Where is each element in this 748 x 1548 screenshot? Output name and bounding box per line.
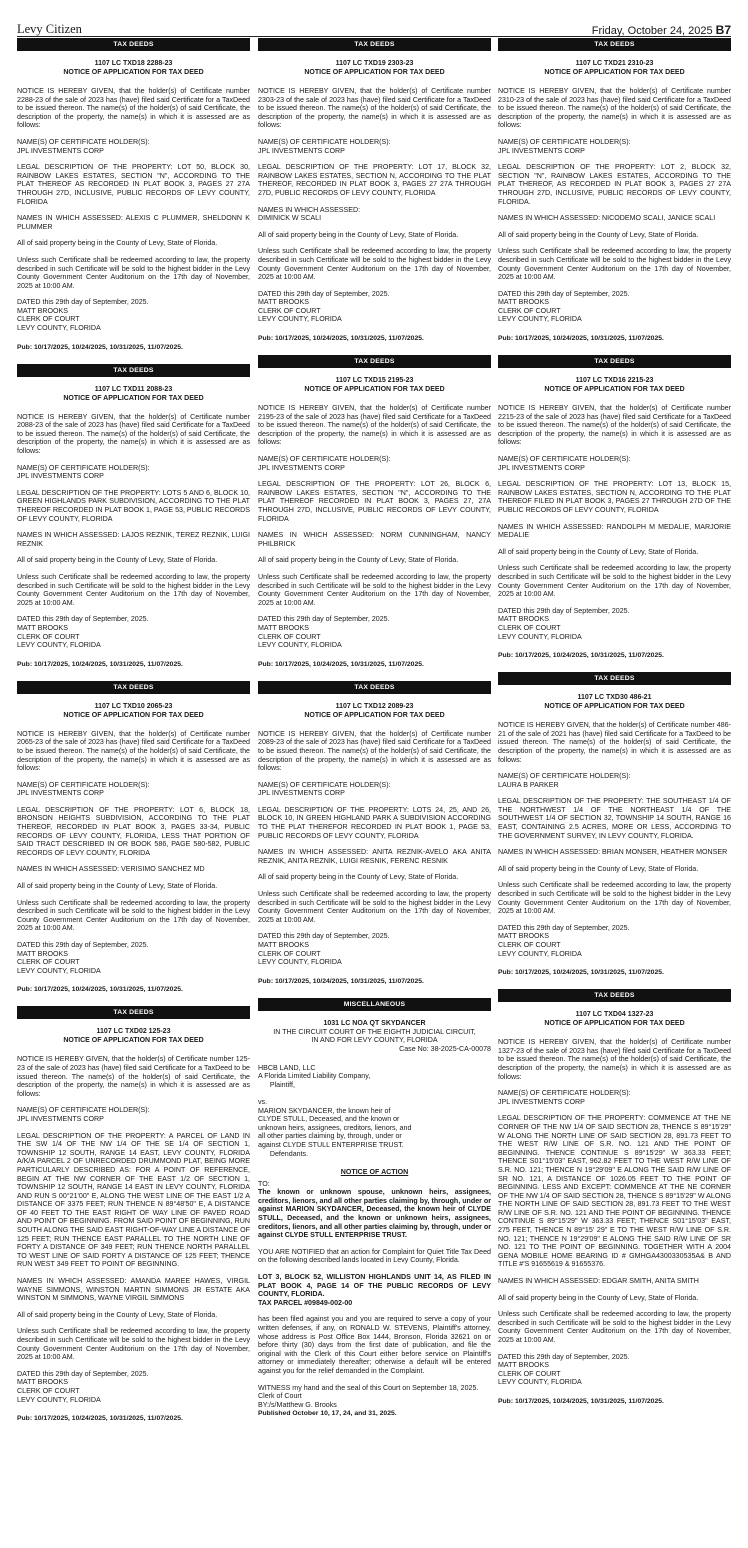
notice-paragraph: NAME(S) OF CERTIFICATE HOLDER(S): LAURA B PARKER (498, 772, 631, 789)
notice-paragraph: Unless such Certificate shall be redeemed according to law, the property described in such Certificate will be sold to the highest bidder in the Levy County Government Center Auditorium on the 17th day of November, 2025 at 10:00 AM. (258, 572, 491, 607)
case-number: 1107 LC TXD18 2288-23 (94, 60, 173, 67)
legal-notice (17, 364, 250, 669)
legal-notice (258, 681, 491, 986)
notice-paragraph: NAMES IN WHICH ASSESSED: AMANDA MAREE HAWES, VIRGIL WAYNE SIMMONS, WINSTON MARTIN SIMMONS JR ESTATE AKA WINSTON M SIMMONS, WAYNE VIRGIL SIMMONS (17, 1277, 250, 1303)
notice-paragraph: Unless such Certificate shall be redeemed according to law, the property described in such Certificate will be sold to the highest bidder in the Levy County Government Center Auditorium on the 17th day of November, 2025 at 10:00 AM. (17, 255, 250, 290)
signature-block: DATED this 29th day of September, 2025. MATT BROOKS CLERK OF COURT LEVY COUNTY, FLORIDA (258, 932, 390, 967)
notice-paragraph: Unless such Certificate shall be redeemed according to law, the property described in such Certificate will be sold to the highest bidder in the Levy County Government Center Auditorium on the 17th day of November, 2025 at 10:00 AM. (498, 1310, 731, 1344)
notice-title: NOTICE OF APPLICATION FOR TAX DEED (63, 1037, 204, 1045)
notice-paragraph: All of said property being in the County of Levy, State of Florida. (498, 1293, 699, 1302)
publication-dates: Published October 10, 17, 24, and 31, 2025. (258, 1410, 397, 1418)
column-2 (258, 38, 491, 1430)
notice-paragraph: Unless such Certificate shall be redeemed according to law, the property described in such Certificate will be sold to the highest bidder in the Levy County Government Center Auditorium on the 17th day of November, 2025 at 10:00 AM. (498, 247, 731, 282)
section-banner: TAX DEEDS (498, 38, 731, 51)
publication-dates: Pub: 10/17/2025, 10/24/2025, 10/31/2025, 11/07/2025. (498, 1397, 664, 1405)
signature-block: DATED this 29th day of September, 2025. MATT BROOKS CLERK OF COURT LEVY COUNTY, FLORIDA (498, 1352, 630, 1387)
notice-heading: NOTICE OF ACTION (340, 1168, 409, 1177)
section-banner: TAX DEEDS (17, 1006, 250, 1019)
case-number: 1107 LC TXD12 2089-23 (335, 702, 414, 710)
signature-block: DATED this 29th day of September, 2025. MATT BROOKS CLERK OF COURT LEVY COUNTY, FLORIDA (258, 289, 390, 324)
column-3 (498, 38, 731, 1418)
section-banner: TAX DEEDS (258, 38, 491, 51)
section-banner: TAX DEEDS (258, 681, 491, 694)
notice-paragraph: All of said property being in the County of Levy, State of Florida. (17, 1310, 218, 1319)
filing-paragraph: has been filed against you and you are required to serve a copy of your written defenses, if any, on RONALD W. STEVENS, Plaintiff's attorney, whose address is Post Office Box 1444, Bronson, Florida 32621 on or before thirty (30) days from the first date of publication, and file the original with the Clerk of this Court either before service on Plaintiff's attorney or immediately thereafter; otherwise a default will be entered against you for the relief demanded in the Complaint. (258, 1315, 491, 1375)
newspaper-name: Levy Citizen (17, 22, 82, 36)
notice-paragraph: LEGAL DESCRIPTION OF THE PROPERTY: COMMENCE AT THE NE CORNER OF THE NW 1/4 OF SAID SECTION 28, THENCE S 89°15'29" W ALONG THE NORTH LINE OF SAID SECTION 28, 891.73 FEET TO THE WEST R/W LINE OF S.R. NO. 121 AND THE POINT OF BEGINNING. THENCE CONTINUE S 89°15'29" W 363.33 FEET; THENCE S01°15'03" EAST, 962.82 FEET TO THE WEST R/W LINE OF S.R. NO. 121; THENCE N 19°29'09" E ALONG THE SAID R/W LINE OF SR NO. 121, A DISTANCE OF 1026.05 FEET TO THE POINT OF BEGINNING. LESS AND EXCEPT: COMMENCE AT THE NE CORNER OF THE NW 1/4 OF SAID SECTION 28, THENCE S 89°15'29" W ALONG THE NORTH LINE OF SAID SECTION 28, 891.73 FEET TO THE WEST R/W LINE OF S.R. NO. 121 AND THE POINT OF BEGINNING. THENCE CONTINUE S 89°15'29" W 363.33 FEET; THENCE S01°15'03" EAST, 275 FEET, THENCE N 89°15' 29" E TO THE WEST R/W LINE OF S.R. NO. 121; THENCE N 19°29'09" E ALONG THE SAID R/W LINE OF SR NO. 121 TO THE POINT OF BEGINNING. TOGETHER WITH A 2004 GENA MOBILE HOME BEARING ID # GMHGA4300330535A& B AND TITLE #'S 91655619 & 91655376. (498, 1114, 731, 1269)
notice-paragraph: Unless such Certificate shall be redeemed according to law, the property described in such Certificate will be sold to the highest bidder in the Levy County Government Center Auditorium on the 17th day of November, 2025 at 10:00 AM. (17, 1327, 250, 1362)
notice-paragraph: Unless such Certificate shall be redeemed according to law, the property described in such Certificate will be sold to the highest bidder in the Levy County Government Center Auditorium on the 17th day of November, 2025 at 10:00 AM. (498, 881, 731, 916)
notice-paragraph: NAME(S) OF CERTIFICATE HOLDER(S): JPL INVESTMENTS CORP (498, 455, 631, 472)
notice-paragraph: LEGAL DESCRIPTION OF THE PROPERTY: LOTS 24, 25, AND 26, BLOCK 10, IN GREEN HIGHLAND PARK A SUBDIVISION ACCORDING TO THE PLAT THEREFOR RECORDED IN PLAT BOOK 1, PAGE 53, PUBLIC RECORDS OF LEVY COUNTY, FLORIDA (258, 805, 491, 840)
notice-paragraph: All of said property being in the County of Levy, State of Florida. (17, 239, 218, 248)
notice-paragraph: NOTICE IS HEREBY GIVEN, that the holder(s) of Certificate number 2089-23 of the sale of 2023 has (have) filed said Certificate for a TaxDeed to be issued thereon. The name(s) of the holder(s) of said Certificate, the description of the property, the name(s) in which it is assessed are as follows: (258, 729, 491, 773)
section-banner: TAX DEEDS (498, 672, 731, 685)
section-banner: TAX DEEDS (498, 989, 731, 1002)
section-banner: MISCELLANEOUS (258, 998, 491, 1011)
case-number: 1031 LC NOA QT SKYDANCER (323, 1019, 426, 1027)
legal-notice (17, 1006, 250, 1423)
notice-paragraph: NAME(S) OF CERTIFICATE HOLDER(S): JPL INVESTMENTS CORP (17, 1106, 150, 1123)
notice-title: NOTICE OF APPLICATION FOR TAX DEED (544, 703, 685, 711)
notice-paragraph: LEGAL DESCRIPTION OF THE PROPERTY: LOT 2, BLOCK 32, SECTION "N", RAINBOW LAKES ESTATES, ACCORDING TO THE PLAT THEREOF, AS RECORDED IN PLAT BOOK 3, PAGES 27 27A THROUGH 27D, INCLUSIVE, PUBLIC RECORDS OF LEVY COUNTY, FLORIDA. (498, 163, 731, 206)
case-number: 1107 LC TXD04 1327-23 (575, 1011, 654, 1019)
notice-paragraph: NAMES IN WHICH ASSESSED: LAJOS REZNIK, TEREZ REZNIK, LUIGI REZNIK (17, 531, 250, 548)
column-1 (17, 38, 250, 1435)
notice-paragraph: NAME(S) OF CERTIFICATE HOLDER(S): JPL INVESTMENTS CORP (258, 137, 391, 155)
notice-paragraph: LEGAL DESCRIPTION OF THE PROPERTY: LOT 17, BLOCK 32, RAINBOW LAKES ESTATES, SECTION N, ACCORDING TO THE PLAT THEREOF, RECORDED IN PLAT BOOK 3, PAGES 27 27A THROUGH 27D, PUBLIC RECORDS OF LEVY COUNTY, FLORIDA (258, 163, 491, 197)
case-number: 1107 LC TXD15 2195-23 (335, 377, 414, 385)
witness-block: WITNESS my hand and the seal of this Court on September 18, 2025. Clerk of Court BY:/s/Matthew G. Brooks (258, 1383, 479, 1409)
publication-dates: Pub: 10/17/2025, 10/24/2025, 10/31/2025, 11/07/2025. (498, 969, 664, 977)
notice-paragraph: LEGAL DESCRIPTION OF THE PROPERTY: LOTS 5 AND 6, BLOCK 10, GREEN HIGHLANDS PARK SUBDIVISION, ACCORDING TO THE PLAT THEREOF RECORDED IN PLAT BOOK 1, PAGE 53, PUBLIC RECORDS OF LEVY COUNTY, FLORIDA (17, 488, 250, 523)
notice-paragraph: NOTICE IS HEREBY GIVEN, that the holder(s) of Certificate number 2195-23 of the sale of 2023 has (have) filed said Certificate for a TaxDeed to be issued thereon. The name(s) of the holder(s) of said Certificate, the description of the property, the name(s) in which it is assessed are as follows: (258, 404, 491, 447)
notice-paragraph: LEGAL DESCRIPTION OF THE PROPERTY: THE SOUTHEAST 1/4 OF THE NORTHWEST 1/4 OF THE NORTHEAST 1/4 OF THE SOUTHWEST 1/4 OF SECTION 32, TOWNSHIP 14 SOUTH, RANGE 16 EAST, CONTAINING 2.5 ACRES, MORE OR LESS, ACCORDING TO THE GOVERNMENT SURVEY, IN LEVY COUNTY, FLORIDA. (498, 797, 731, 840)
case-number: 1107 LC TXD30 486-21 (577, 694, 652, 702)
notice-paragraph: Unless such Certificate shall be redeemed according to law, the property described in such Certificate will be sold to the highest bidder in the Levy County Government Center Auditorium on the 17th day of November, 2025 at 10:00 AM. (498, 564, 731, 599)
case-line: Case No: 38-2025-CA-00078 (399, 1044, 491, 1053)
notice-paragraph: LEGAL DESCRIPTION OF THE PROPERTY: LOT 26, BLOCK 6, RAINBOW LAKES ESTATES, SECTION "N", ACCORDING TO THE PLAT THEREOF RECORDED IN PLAT BOOK 3, PAGES 27, 27A THROUGH 27D, INCLUSIVE, PUBLIC RECORDS OF LEVY COUNTY, FLORIDA (258, 480, 491, 523)
publication-dates: Pub: 10/17/2025, 10/24/2025, 10/31/2025, 11/07/2025. (258, 660, 424, 668)
section-banner: TAX DEEDS (17, 681, 250, 694)
notice-title: NOTICE OF APPLICATION FOR TAX DEED (544, 69, 685, 76)
signature-block: DATED this 29th day of September, 2025. MATT BROOKS CLERK OF COURT LEVY COUNTY, FLORIDA (498, 923, 630, 958)
publication-dates: Pub: 10/17/2025, 10/24/2025, 10/31/2025, 11/07/2025. (17, 343, 183, 351)
notice-paragraph: All of said property being in the County of Levy, State of Florida. (17, 882, 218, 891)
notice-paragraph: Unless such Certificate shall be redeemed according to law, the property described in such Certificate will be sold to the highest bidder in the Levy County Government Center Auditorium on the 17th day of November, 2025 at 10:00 AM. (258, 890, 491, 924)
notice-paragraph: NAMES IN WHICH ASSESSED: RANDOLPH M MEDALIE, MARJORIE MEDALIE (498, 522, 731, 540)
publication-dates: Pub: 10/17/2025, 10/24/2025, 10/31/2025, 11/07/2025. (498, 652, 664, 660)
case-number: 1107 LC TXD02 125-23 (96, 1028, 171, 1036)
signature-block: DATED this 29th day of September, 2025. MATT BROOKS CLERK OF COURT LEVY COUNTY, FLORIDA (17, 1369, 149, 1404)
publication-dates: Pub: 10/17/2025, 10/24/2025, 10/31/2025, 11/07/2025. (17, 660, 183, 668)
legal-notice (258, 355, 491, 669)
notice-paragraph: NAMES IN WHICH ASSESSED: ALEXIS C PLUMMER, SHELDONN K PLUMMER (17, 214, 250, 231)
legal-notice (258, 998, 491, 1419)
notice-paragraph: All of said property being in the County of Levy, State of Florida. (258, 873, 459, 882)
case-number: 1107 LC TXD21 2310-23 (575, 60, 654, 67)
notice-title: NOTICE OF APPLICATION FOR TAX DEED (304, 386, 445, 394)
notice-paragraph: NAME(S) OF CERTIFICATE HOLDER(S): JPL INVESTMENTS CORP (258, 455, 391, 472)
signature-block: DATED this 29th day of September, 2025. MATT BROOKS CLERK OF COURT LEVY COUNTY, FLORIDA (17, 298, 149, 333)
notice-paragraph: LEGAL DESCRIPTION OF THE PROPERTY: A PARCEL OF LAND IN THE SW 1/4 OF THE NW 1/4 OF THE SE 1/4 OF SECTION 1, TOWNSHIP 12 SOUTH, RANGE 14 EAST, LEVY COUNTY, FLORIDA A/K/A PARCEL 2 OF UNRECORDED DRUMMOND PLAT, BEING MORE PARTICULARLY DESCRIBED AS: FOR A POINT OF REFERENCE, BEGIN AT THE NW CORNER OF THE EAST 1/2 OF SECTION 1, TOWNSHIP 12 SOUTH, RANGE 14 EAST IN LEVY COUNTY, FLORIDA AND RUN S 00°21'00" E, ALONG THE WEST LINE OF THE EAST 1/2 A DISTANCE OF 3375 FEET; RUN THENCE N 89°48'50" E, A DISTANCE OF 40 FEET TO THE EAST RIGHT OF WAY LINE OF PAVED ROAD AND POINT OF BEGINNING. FROM SAID POINT OF BEGINNING, RUN SOUTH ALONG THE SAID EAST RIGHT-OF-WAY LINE A DISTANCE OF 125 FEET; RUN THENCE EAST PARALLEL TO THE NORTH LINE OF FORTY A DISTANCE OF 349 FEET; RUN THENCE NORTH PARALLEL TO WEST LINE OF SAID FORTY A DISTANCE OF 125 FEET; THENCE RUN WEST 349 FEET TO POINT OF BEGINNING. (17, 1131, 250, 1269)
notice-paragraph: NOTICE IS HEREBY GIVEN, that the holder(s) of Certificate number 2088-23 of the sale of 2023 has (have) filed said Certificate for a TaxDeed to be issued thereon. The name(s) of the holder(s) of said Certificate, the description of the property, the name(s) in which it is assessed are as follows: (17, 412, 250, 456)
notice-paragraph: NAME(S) OF CERTIFICATE HOLDER(S): JPL INVESTMENTS CORP (17, 780, 150, 798)
notice-paragraph: NAMES IN WHICH ASSESSED: VERISIMO SANCHEZ MD (17, 865, 205, 874)
notice-paragraph: NAME(S) OF CERTIFICATE HOLDER(S): JPL INVESTMENTS CORP (498, 1089, 631, 1106)
notice-paragraph: NOTICE IS HEREBY GIVEN, that the holder(s) of Certificate number 2310-23 of the sale of 2023 has (have) filed said Certificate for a TaxDeed to be issued thereon. The name(s) of the holder(s) of said Certificate, the description of the property, the name(s) in which it is assessed are as follows: (498, 87, 731, 130)
notice-paragraph: All of said property being in the County of Levy, State of Florida. (258, 556, 459, 565)
notice-paragraph: Unless such Certificate shall be redeemed according to law, the property described in such Certificate will be sold to the highest bidder in the Levy County Government Center Auditorium on the 17th day of November, 2025 at 10:00 AM. (258, 247, 491, 282)
notice-paragraph: NAME(S) OF CERTIFICATE HOLDER(S): JPL INVESTMENTS CORP (17, 463, 150, 481)
notice-paragraph: All of said property being in the County of Levy, State of Florida. (258, 230, 459, 239)
notice-paragraph: All of said property being in the County of Levy, State of Florida. (17, 556, 218, 565)
notice-paragraph: NAME(S) OF CERTIFICATE HOLDER(S): JPL INVESTMENTS CORP (498, 137, 631, 155)
notice-paragraph: NAMES IN WHICH ASSESSED: BRIAN MONSER, HEATHER MONSER (498, 848, 728, 857)
notice-title: NOTICE OF APPLICATION FOR TAX DEED (63, 711, 204, 719)
case-parties: HBCB LAND, LLC A Florida Limited Liability Company, Plaintiff, vs. MARION SKYDANCER, the known heir of CLYDE STULL, Deceased, and the known or unknown heirs, assignees, creditors, lienors, and all other parties claiming by, through, under or against CLYDE STULL ENTERPRISE TRUST. Defendants. (258, 1063, 412, 1158)
publication-dates: Pub: 10/17/2025, 10/24/2025, 10/31/2025, 11/07/2025. (258, 977, 424, 985)
notice-paragraph: NAMES IN WHICH ASSESSED: ANITA REZNIK-AVELO AKA ANITA REZNIK, ANITA REZNIK, LUIGI RESNIK, FERENC RESNIK (258, 848, 491, 865)
to-label: TO: (258, 1179, 270, 1188)
publication-dates: Pub: 10/17/2025, 10/24/2025, 10/31/2025, 11/07/2025. (498, 335, 664, 343)
section-banner: TAX DEEDS (17, 364, 250, 377)
notice-title: NOTICE OF APPLICATION FOR TAX DEED (63, 394, 204, 402)
notice-paragraph: NAMES IN WHICH ASSESSED: EDGAR SMITH, ANITA SMITH (498, 1277, 699, 1286)
notice-paragraph: NAMES IN WHICH ASSESSED: NICODEMO SCALI, JANICE SCALI (498, 214, 716, 223)
notice-paragraph: LEGAL DESCRIPTION OF THE PROPERTY: LOT 13, BLOCK 15, RAINBOW LAKES ESTATES, SECTION N, ACCORDING TO THE PLAT THEREOF FILED IN PLAT BOOK 3, PAGES 27 THROUGH 27D OF THE PUBLIC RECORDS OF LEVY COUNTY, FLORIDA (498, 480, 731, 514)
notice-paragraph: NAME(S) OF CERTIFICATE HOLDER(S): JPL INVESTMENTS CORP (17, 137, 150, 155)
signature-block: DATED this 29th day of September, 2025. MATT BROOKS CLERK OF COURT LEVY COUNTY, FLORIDA (258, 615, 390, 650)
legal-notice (17, 38, 250, 352)
notice-paragraph: NAMES IN WHICH ASSESSED: DIMINICK W SCALI (258, 205, 361, 223)
masthead (17, 15, 731, 37)
signature-block: DATED this 29th day of September, 2025. MATT BROOKS CLERK OF COURT LEVY COUNTY, FLORIDA (498, 289, 630, 324)
notice-paragraph: All of said property being in the County of Levy, State of Florida. (498, 230, 699, 239)
notice-paragraph: NOTICE IS HEREBY GIVEN, that the holder(s) of Certificate number 2288-23 of the sale of 2023 has (have) filed said Certificate for a TaxDeed to be issued thereon. The name(s) of the holder(s) of said Certificate, the description of the property, the name(s) in which it is assessed are as follows: (17, 87, 250, 130)
notice-paragraph: LEGAL DESCRIPTION OF THE PROPERTY: LOT 6, BLOCK 18, BRONSON HEIGHTS SUBDIVISION, ACCORDING TO THE PLAT THEREOF, RECORDED IN PLAT BOOK 3, PAGES 33-34, PUBLIC RECORDS OF LEVY COUNTY, FLORIDA, LESS THAT PORTION OF SAID TRACT DESCRIBED IN OR BOOK 586, PAGE 580-582, PUBLIC RECORDS OF LEVY COUNTY, FLORIDA (17, 805, 250, 857)
publication-dates: Pub: 10/17/2025, 10/24/2025, 10/31/2025, 11/07/2025. (17, 986, 183, 994)
legal-notice (498, 672, 731, 977)
legal-notice (498, 989, 731, 1406)
addressees: The known or unknown spouse, unknown heirs, assignees, creditors, lienors, and all other parties claiming by, through, under or against MARION SKYDANCER, Deceased, the known heir of CLYDE STULL, Deceased, and the known or unknown heirs, assignees, creditors, lienors, and all other parties claiming by, through, under or against CLYDE STULL ENTERPRISE TRUST. (258, 1188, 491, 1240)
notice-paragraph: Unless such Certificate shall be redeemed according to law, the property described in such Certificate will be sold to the highest bidder in the Levy County Government Center Auditorium on the 17th day of November, 2025 at 10:00 AM. (17, 572, 250, 607)
case-number: 1107 LC TXD10 2065-23 (94, 702, 173, 710)
notice-title: NOTICE OF APPLICATION FOR TAX DEED (304, 69, 445, 76)
section-banner: TAX DEEDS (17, 38, 250, 51)
notice-paragraph: NOTICE IS HEREBY GIVEN, that the holder(s) of Certificate number 2303-23 of the sale of 2023 has (have) filed said Certificate for a TaxDeed to be issued thereon. The name(s) of the holder(s) of said Certificate, the description of the property, the name(s) in which it is assessed are as follows: (258, 87, 491, 130)
notice-title: NOTICE OF APPLICATION FOR TAX DEED (544, 386, 685, 394)
notice-title: NOTICE OF APPLICATION FOR TAX DEED (304, 711, 445, 719)
case-number: 1107 LC TXD19 2303-23 (335, 60, 414, 67)
section-banner: TAX DEEDS (498, 355, 731, 368)
publication-dates: Pub: 10/17/2025, 10/24/2025, 10/31/2025, 11/07/2025. (17, 1415, 183, 1423)
notice-paragraph: NAMES IN WHICH ASSESSED: NORM CUNNINGHAM, NANCY PHILBRICK (258, 531, 491, 548)
legal-notice (17, 681, 250, 995)
section-banner: TAX DEEDS (258, 355, 491, 368)
notice-title: NOTICE OF APPLICATION FOR TAX DEED (63, 69, 204, 76)
notice-paragraph: NOTICE IS HEREBY GIVEN, that the holder(s) of Certificate number 486-21 of the sale of 2021 has (have) filed said Certificate for a TaxDeed to be issued thereon. The name(s) of the holder(s) of said Certificate, the description of the property, the name(s) in which it is assessed are as follows: (498, 721, 731, 764)
issue-date-text: Friday, October 24, 2025 (591, 25, 713, 37)
legal-notice (498, 355, 731, 660)
notice-paragraph: All of said property being in the County of Levy, State of Florida. (498, 547, 699, 556)
notice-paragraph: NOTICE IS HEREBY GIVEN, that the holder(s) of Certificate number 2065-23 of the sale of 2023 has (have) filed said Certificate for a TaxDeed to be issued thereon. The name(s) of the holder(s) of said Certificate, the description of the property, the name(s) in which it is assessed are as follows: (17, 729, 250, 773)
legal-notice (498, 38, 731, 343)
case-number: 1107 LC TXD11 2088-23 (94, 385, 173, 393)
property-description: LOT 3, BLOCK 52, WILLISTON HIGHLANDS UNIT 14, AS FILED IN PLAT BOOK 4, PAGE 14 OF THE PUBLIC RECORDS OF LEVY COUNTY, FLORIDA. TAX PARCEL #09849-002-00 (258, 1273, 491, 1307)
notice-paragraph: LEGAL DESCRIPTION OF THE PROPERTY: LOT 50, BLOCK 30, RAINBOW LAKES ESTATES, SECTION "N", ACCORDING TO THE PLAT THEREOF AS RECORDED IN PLAT BOOK 3, PAGES 27 27A THROUGH 27D, INCLUSIVE, PUBLIC RECORDS OF LEVY COUNTY, FLORIDA (17, 163, 250, 206)
notified-paragraph: YOU ARE NOTIFIED that an action for Complaint for Quiet Title Tax Deed on the following described lands located in Levy County, Florida. (258, 1247, 491, 1265)
issue-date (592, 23, 731, 37)
notice-title: NOTICE OF APPLICATION FOR TAX DEED (544, 1020, 685, 1028)
legal-notice (258, 38, 491, 343)
page-number: B7 (715, 23, 731, 37)
signature-block: DATED this 29th day of September, 2025. MATT BROOKS CLERK OF COURT LEVY COUNTY, FLORIDA (498, 606, 630, 641)
case-number: 1107 LC TXD16 2215-23 (575, 377, 654, 385)
masthead-rule (17, 36, 731, 37)
notice-paragraph: Unless such Certificate shall be redeemed according to law, the property described in such Certificate will be sold to the highest bidder in the Levy County Government Center Auditorium on the 17th day of November, 2025 at 10:00 AM. (17, 898, 250, 933)
publication-dates: Pub: 10/17/2025, 10/24/2025, 10/31/2025, 11/07/2025. (258, 335, 424, 343)
notice-paragraph: NOTICE IS HEREBY GIVEN, that the holder(s) of Certificate number 1327-23 of the sale of 2023 has (have) filed said Certificate for a TaxDeed to be issued thereon. The name(s) of the holder(s) of said Certificate, the description of the property, the name(s) in which it is assessed are as follows: (498, 1038, 731, 1081)
notice-paragraph: NOTICE IS HEREBY GIVEN, that the holder(s) of Certificate number 125-23 of the sale of 2023 has (have) filed said Certificate for a TaxDeed to be issued thereon. The name(s) of the holder(s) of said Certificate, the description of the property, the name(s) in which it is assessed are as follows: (17, 1055, 250, 1098)
signature-block: DATED this 29th day of September, 2025. MATT BROOKS CLERK OF COURT LEVY COUNTY, FLORIDA (17, 941, 149, 975)
court-name: IN THE CIRCUIT COURT OF THE EIGHTH JUDICIAL CIRCUIT, IN AND FOR LEVY COUNTY, FLORIDA (273, 1027, 476, 1045)
notice-paragraph: NAME(S) OF CERTIFICATE HOLDER(S): JPL INVESTMENTS CORP (258, 780, 391, 798)
notice-paragraph: All of said property being in the County of Levy, State of Florida. (498, 864, 699, 873)
signature-block: DATED this 29th day of September, 2025. MATT BROOKS CLERK OF COURT LEVY COUNTY, FLORIDA (17, 615, 149, 650)
notice-paragraph: NOTICE IS HEREBY GIVEN, that the holder(s) of Certificate number 2215-23 of the sale of 2023 has (have) filed said Certificate for a TaxDeed to be issued thereon. The name(s) of the holder(s) of said Certificate, the description of the property, the name(s) in which it is assessed are as follows: (498, 404, 731, 447)
